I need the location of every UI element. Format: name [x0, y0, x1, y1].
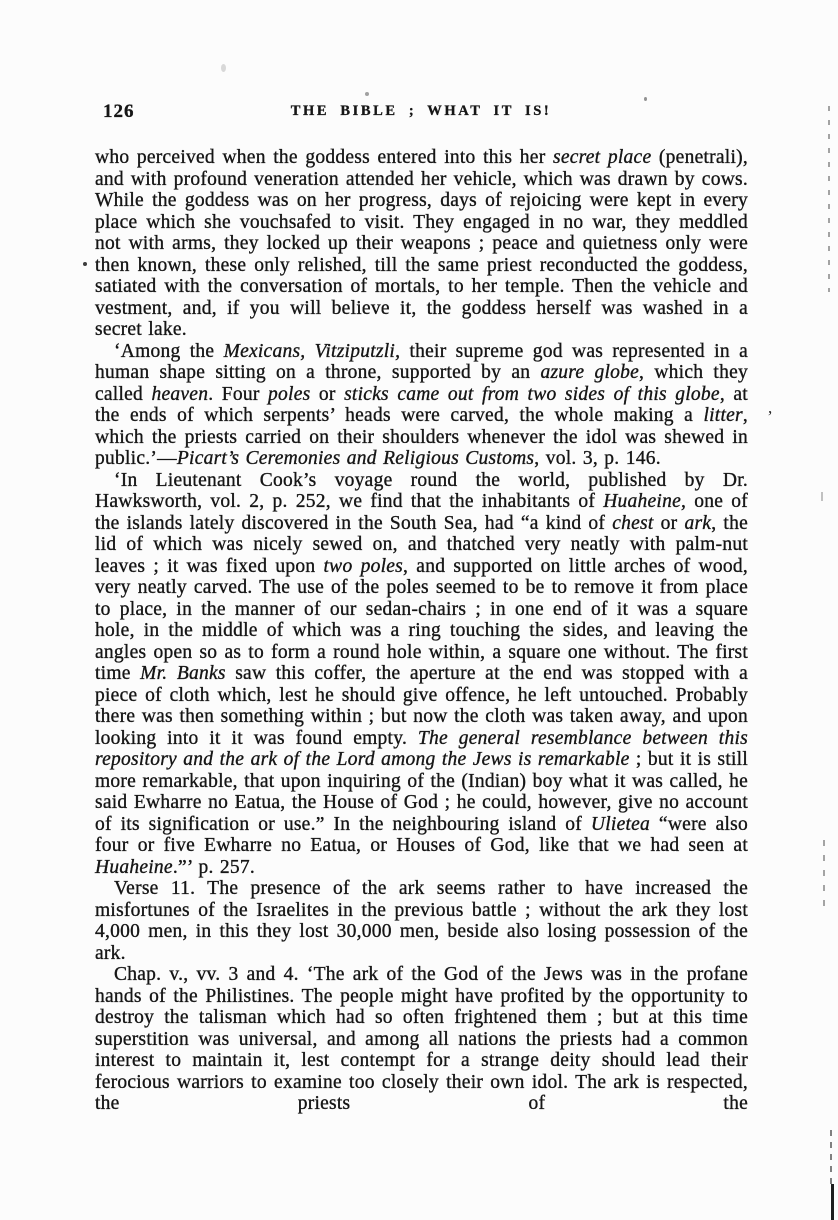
- text-run: . Four: [208, 383, 269, 405]
- page-number: 126: [103, 101, 135, 122]
- text-run: , the lid of which was nicely sewed on, and thatched very neatly with palm-nut leaves ; it was fixed upon: [95, 512, 748, 577]
- italic-text: Ulietea: [590, 813, 651, 835]
- text-run: one of the islands lately discovered in the South Sea, had “a kind of: [95, 491, 748, 534]
- running-head: [95, 101, 747, 125]
- paragraph: [95, 964, 748, 1115]
- paragraph: [95, 470, 748, 879]
- italic-text: sticks came out from two sides of this globe: [344, 383, 720, 405]
- italic-text: litter: [703, 405, 743, 426]
- text-run: , at the ends of which serpents’ heads were carved, the whole making a: [95, 383, 748, 426]
- text-run: , which they called: [95, 362, 748, 405]
- italic-text: Huaheine,: [603, 491, 687, 512]
- text-run: saw this coffer, the aperture at the end was stopped with a piece of cloth which, lest he should give offence, he left untouched. Probably there was then something within ; but now the cloth was taken away, and upon looking into it it was found empty.: [95, 663, 748, 749]
- paragraph: [95, 147, 748, 341]
- paragraph: [95, 341, 748, 470]
- page-edge-dashes: [830, 1130, 832, 1188]
- text-run: or: [653, 512, 685, 534]
- scan-speck: [365, 92, 369, 96]
- text-run: ; but it is still more remarkable, that upon inquiring of the (Indian) boy what it was called, he said Ewharre no Eatua, the House of God ; he could, however, give no account of its signification or use.” In the neighbouring island of: [95, 749, 749, 835]
- italic-text: ark: [684, 512, 712, 534]
- scan-speck: [221, 64, 226, 72]
- stray-ink-dot: [83, 262, 87, 266]
- italic-text: chest: [612, 512, 654, 534]
- text-run: , vol. 3, p. 146.: [534, 448, 661, 469]
- text-run: , and supported on little arches of wood, very neatly carved. The use of the poles seemed to be to remove it from place to place, in the manner of our sedan-chairs ; in one end of it was a square hole, in the middle of which was a ring touching the sides, and leaving the angles open so as to form a round hole within, a square one without. The first time: [95, 555, 748, 684]
- text-run: Verse 11. The presence of the ark seems rather to have increased the misfortunes of the Israelites in the previous battle ; without the ark they lost 4,000 men, in this they lost 30,000 men, beside also losing possession of the ark.: [95, 878, 748, 964]
- text-run: ‘In Lieutenant Cook’s voyage round the world, published by Dr. Hawksworth, vol. 2, p. 252, we find that the inhabitants of: [95, 469, 748, 512]
- italic-text: secret place: [553, 147, 652, 168]
- text-run: ‘Among the: [114, 340, 224, 362]
- text-run: Chap. v., vv. 3 and 4. ‘The ark of the God of the Jews was in the profane hands of the Philistines. The people might have profited by the opportunity to destroy the talisman which had so often frightened them ; but at this time superstition was universal, and among all nations the priests had a common interest to maintain it, lest contempt for a strange deity should lead their ferocious warriors to examine too closely their own idol. The ark is respected, the priests of the: [95, 964, 748, 1114]
- page-edge-dash: [821, 492, 823, 501]
- text-run: “were also four or five Ewharre no Eatua, or Houses of God, like that we had seen at: [95, 813, 748, 856]
- italic-text: poles: [268, 383, 311, 405]
- italic-text: two poles: [323, 555, 404, 577]
- italic-text: The general resemblance between this repository and the ark of the Lord among the Jews is remarkable: [95, 727, 748, 770]
- italic-text: Huaheine: [95, 856, 173, 878]
- text-block: [95, 147, 748, 1115]
- page-edge-dashes: [823, 840, 825, 908]
- text-run: (penetrali), and with profound veneration attended her vehicle, which was drawn by cows. While the goddess was on her progress, days of rejoicing were kept in every place which she vouchsafed to visit. They engaged in no war, they meddled not with arms, they locked up their weapons ; peace and quietness only were then known, these only relished, till the same priest reconducted the goddess, satiated with the conversation of mortals, to her temple. Then the vehicle and vestment, and, if you will believe it, the goddess herself was washed in a secret lake.: [95, 147, 749, 340]
- italic-text: heaven: [151, 383, 209, 405]
- page-edge-dashes: [828, 106, 830, 292]
- page-edge-line: [831, 1184, 834, 1220]
- italic-text: Mr. Banks: [140, 663, 226, 684]
- text-run: their supreme god was represented in a human shape sitting on a throne, supported by an: [95, 340, 748, 383]
- italic-text: Picart’s Ceremonies and Religious Customs: [176, 448, 535, 469]
- stray-ink-mark: ,: [768, 398, 773, 417]
- running-title: THE BIBLE ; WHAT IT IS!: [290, 103, 552, 119]
- italic-text: Mexicans, Vitziputzli,: [223, 340, 401, 362]
- text-run: .”’ p. 257.: [172, 856, 256, 878]
- text-run: who perceived when the goddess entered into this her: [95, 147, 553, 168]
- text-run: , which the priests carried on their shoulders whenever the idol was shewed in public.’—: [95, 405, 748, 469]
- italic-text: azure globe: [540, 362, 640, 383]
- paragraph: [95, 878, 748, 964]
- text-run: or: [310, 383, 345, 405]
